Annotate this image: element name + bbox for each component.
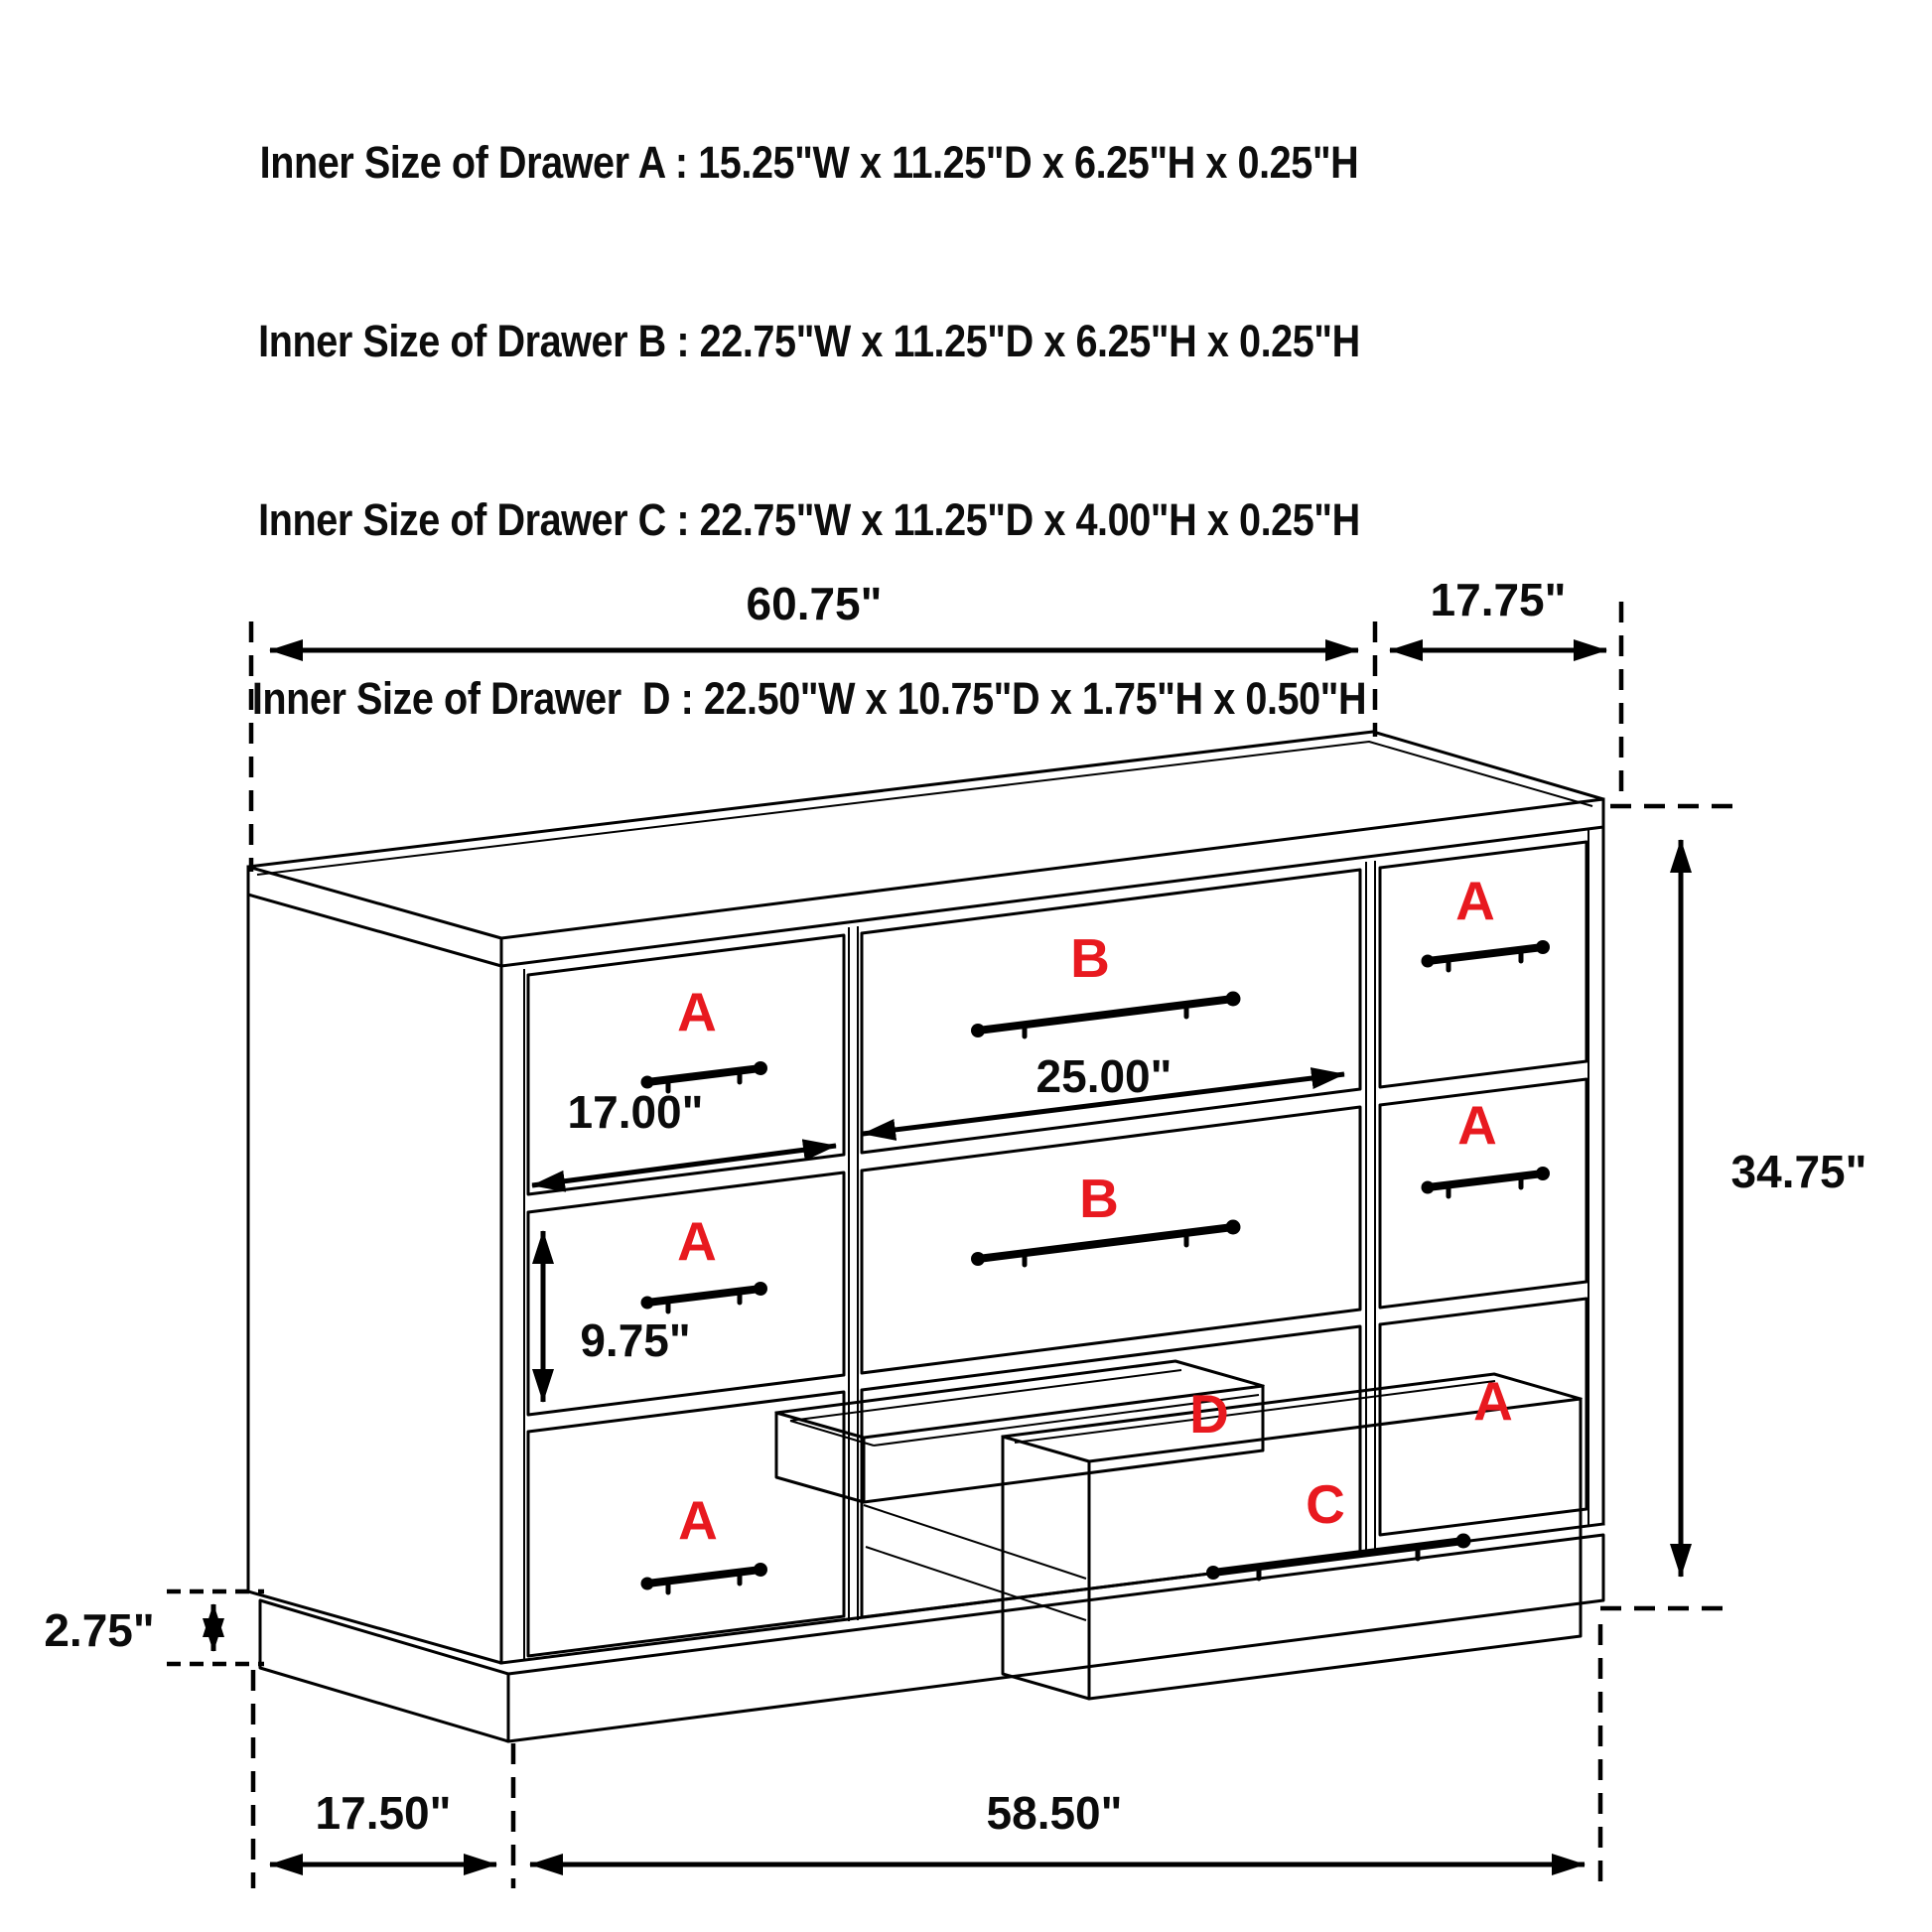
drawer-right-a1-handle (1422, 940, 1551, 970)
drawer-letter-labels (677, 870, 1513, 1551)
drawer-b1-label: B (1070, 927, 1110, 989)
drawer-right-a2-handle (1422, 1167, 1551, 1196)
drawer-a3-label: A (678, 1489, 718, 1551)
title-line-drawer-c: Inner Size of Drawer C : 22.75"W x 11.25"D x 4.00"H x 0.25"H (258, 494, 1360, 545)
divider-col2-col3 (1366, 861, 1375, 1556)
dimension-arrows (213, 650, 1681, 1864)
drawer-right-a3-label: A (1473, 1370, 1513, 1432)
drawer-c-rim-inner (1015, 1381, 1495, 1443)
dimension-labels (44, 574, 1866, 1839)
dimension-drawer-b-width-label: 25.00" (1035, 1050, 1173, 1102)
drawer-handles (641, 940, 1551, 1592)
drawer-right-a2-label: A (1457, 1094, 1497, 1156)
dimension-bottom-width-label: 58.50" (986, 1787, 1123, 1839)
drawer-a2-front (528, 1173, 844, 1415)
drawer-c-front-face (1089, 1399, 1581, 1699)
drawer-right-a1-label: A (1455, 870, 1495, 931)
divider-col1-col2 (849, 926, 858, 1621)
dimension-top-width-label: 60.75" (746, 578, 883, 629)
drawer-c-label: C (1306, 1473, 1345, 1535)
drawer-b2-label: B (1079, 1168, 1119, 1229)
drawer-b1-handle (971, 992, 1241, 1038)
cabinet-front-frame (501, 827, 1603, 1663)
dimension-top-depth-label: 17.75" (1430, 574, 1567, 625)
drawer-a2-label: A (677, 1210, 717, 1272)
dimension-height-label: 34.75" (1730, 1146, 1867, 1197)
cabinet-left-side (248, 895, 501, 1663)
dimension-drawer-a-width-label: 17.00" (567, 1086, 704, 1138)
drawer-a3-handle (641, 1563, 768, 1592)
cabinet-top-face (248, 732, 1603, 938)
dimension-base-height-label: 2.75" (44, 1604, 155, 1656)
drawer-a1-front (528, 935, 844, 1194)
title-line-drawer-d: Inner Size of Drawer D : 22.50"W x 10.75"D x 1.75"H x 0.50"H (251, 673, 1367, 724)
extension-lines (167, 602, 1735, 1888)
dimension-drawer-a-height-label: 9.75" (580, 1314, 691, 1366)
drawer-a2-handle (641, 1282, 768, 1311)
base-left-face (260, 1600, 508, 1741)
drawer-d-left-face (776, 1413, 864, 1502)
title-line-drawer-b: Inner Size of Drawer B : 22.75"W x 11.25"D x 6.25"H x 0.25"H (258, 316, 1360, 366)
cabinet-outline (248, 732, 1603, 1741)
title-line-drawer-a: Inner Size of Drawer A : 15.25"W x 11.25"D x 6.25"H x 0.25"H (259, 137, 1359, 188)
drawer-d-label: D (1189, 1383, 1229, 1445)
drawer-a1-label: A (677, 981, 717, 1042)
dimension-bottom-depth-label: 17.50" (315, 1787, 452, 1839)
